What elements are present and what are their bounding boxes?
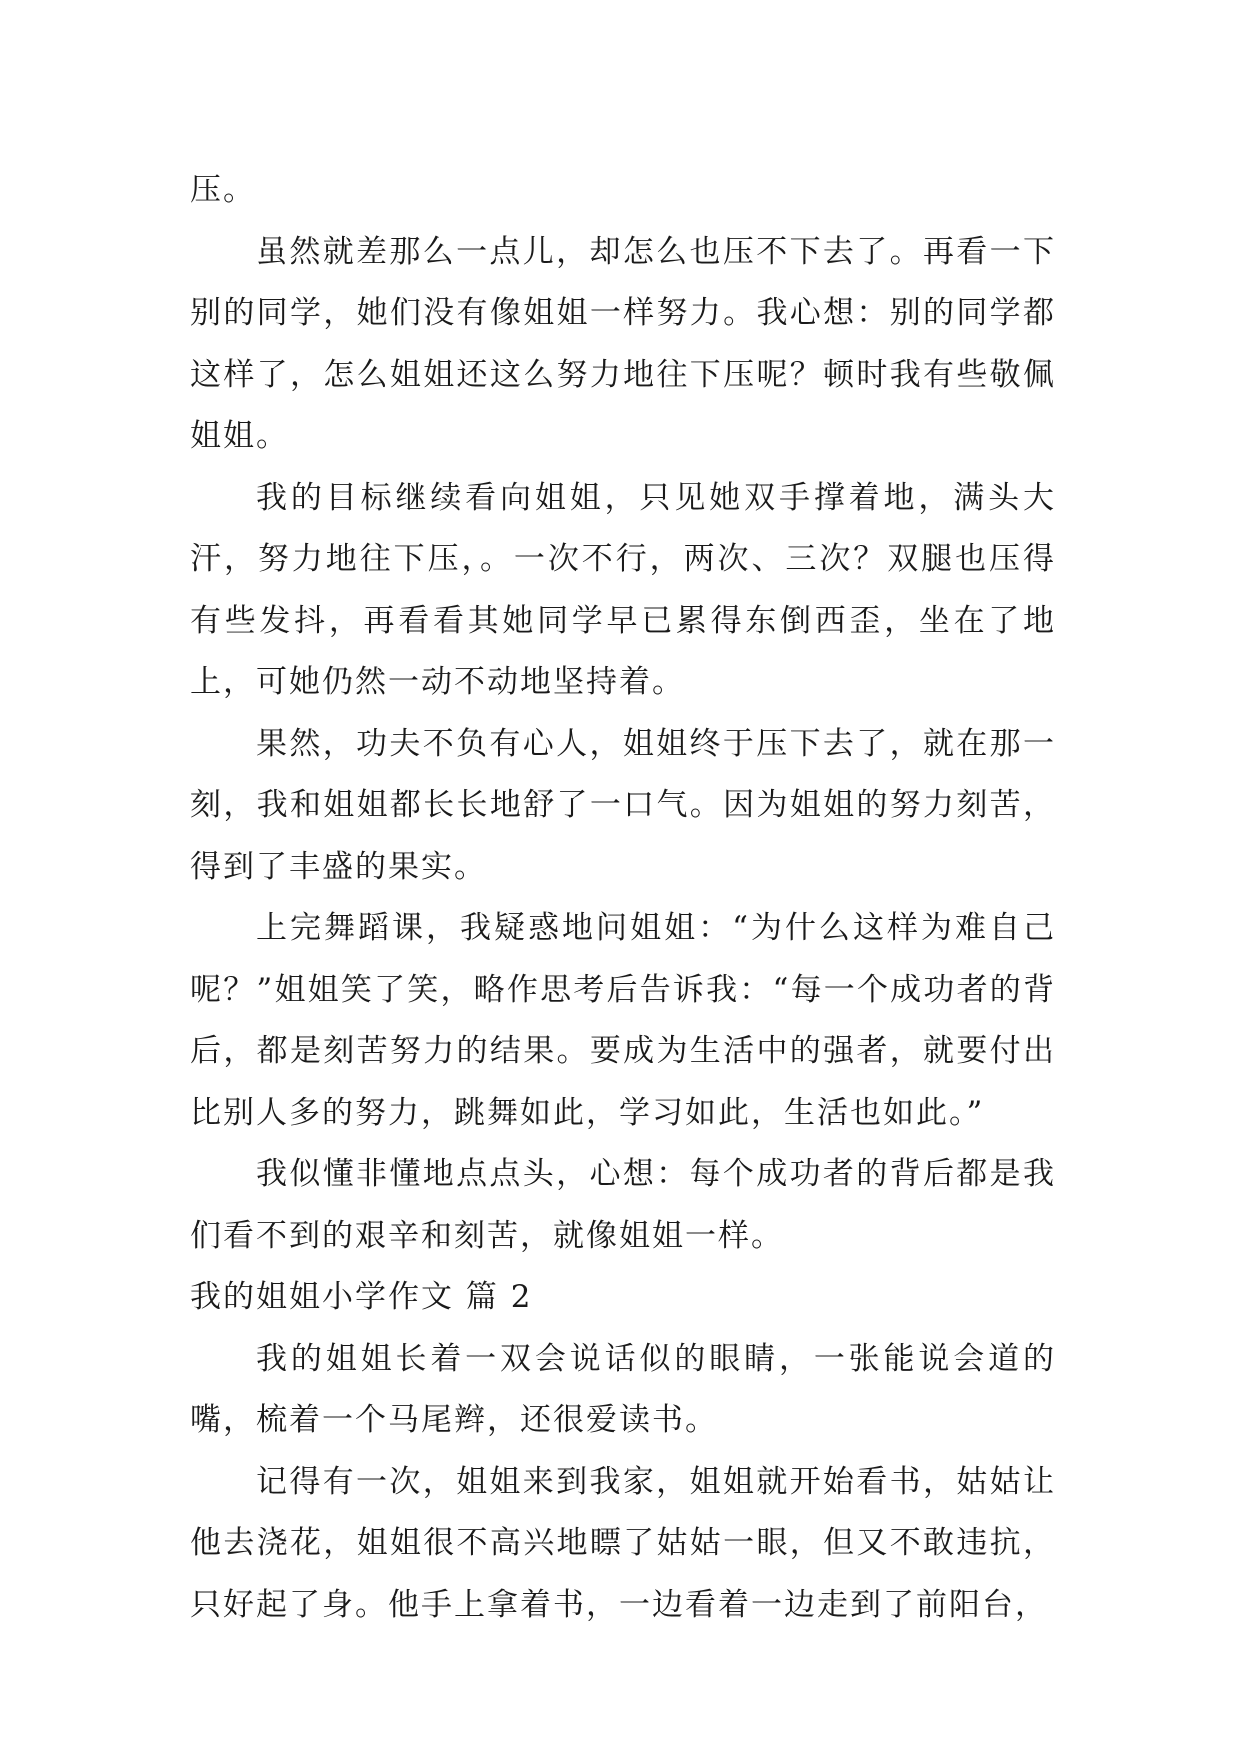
paragraph: 我似懂非懂地点点头，心想：每个成功者的背后都是我们看不到的艰辛和刻苦，就像姐姐一样。 (190, 1156, 1056, 1254)
section-heading: 我的姐姐小学作文 篇 2 (190, 1279, 533, 1315)
paragraph: 果然，功夫不负有心人，姐姐终于压下去了，就在那一刻，我和姐姐都长长地舒了一口气。因为姐姐的努力刻苦，得到了丰盛的果实。 (190, 725, 1056, 885)
document-body (190, 160, 1056, 1636)
paragraph: 上完舞蹈课，我疑惑地问姐姐：“为什么这样为难自己呢？”姐姐笑了笑，略作思考后告诉我：“每一个成功者的背后，都是刻苦努力的结果。要成为生活中的强者，就要付出比别人多的努力，跳舞如此，学习如此，生活也如此。” (190, 910, 1056, 1131)
paragraph: 记得有一次，姐姐来到我家，姐姐就开始看书，姑姑让他去浇花，姐姐很不高兴地瞟了姑姑一眼，但又不敢违抗，只好起了身。他手上拿着书，一边看着一边走到了前阳台， (190, 1463, 1056, 1623)
paragraph-continuation: 压。 (190, 172, 256, 208)
paragraph: 虽然就差那么一点儿，却怎么也压不下去了。再看一下别的同学，她们没有像姐姐一样努力。我心想：别的同学都这样了，怎么姐姐还这么努力地往下压呢？顿时我有些敬佩姐姐。 (190, 233, 1056, 454)
paragraph: 我的目标继续看向姐姐，只见她双手撑着地，满头大汗，努力地往下压，。一次不行，两次、三次？双腿也压得有些发抖，再看看其她同学早已累得东倒西歪，坐在了地上，可她仍然一动不动地坚持着。 (190, 479, 1056, 700)
paragraph: 我的姐姐长着一双会说话似的眼睛，一张能说会道的嘴，梳着一个马尾辫，还很爱读书。 (190, 1340, 1056, 1438)
